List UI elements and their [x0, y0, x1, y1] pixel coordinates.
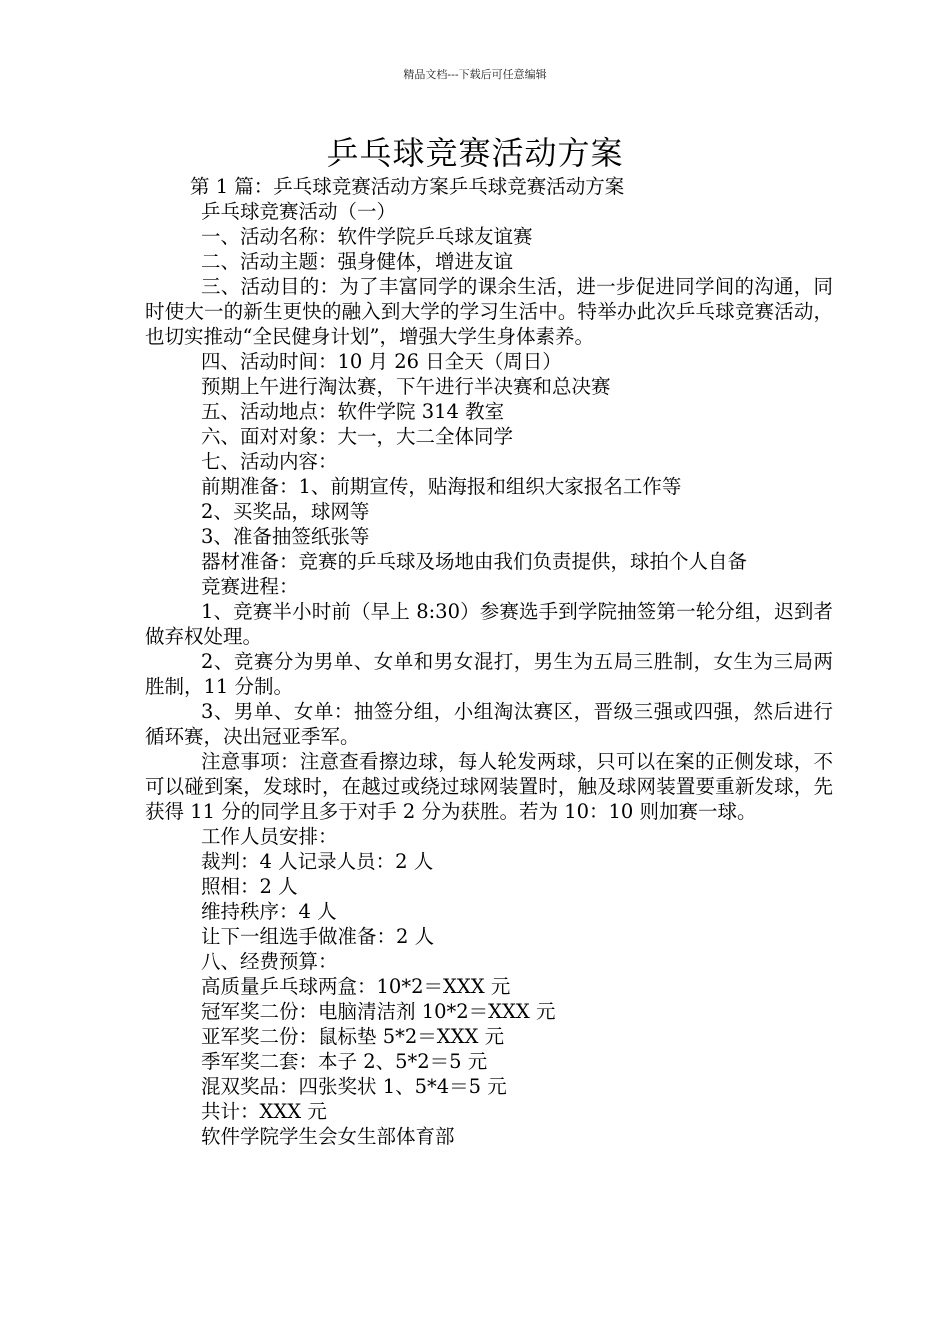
paragraph: 共计：XXX 元 — [201, 1100, 327, 1123]
paragraph: 器材准备：竞赛的乒乓球及场地由我们负责提供，球拍个人自备 — [201, 550, 748, 573]
document-title: 乒乓球竞赛活动方案 — [326, 134, 624, 172]
paragraph: 混双奖品：四张奖状 1、5*4＝5 元 — [201, 1075, 507, 1098]
paragraph: 注意事项：注意查看擦边球，每人轮发两球，只可以在案的正侧发球，不可以碰到案，发球时，在越过或绕过球网装置时，触及球网装置要重新发球，先获得 11 分的同学且多于对手 2 分为获胜。若为 10：10 则加赛一球。 — [145, 750, 833, 823]
page-header-note: 精品文档---下载后可任意编辑 — [403, 68, 547, 81]
paragraph: 冠军奖二份：电脑清洁剂 10*2＝XXX 元 — [201, 1000, 556, 1023]
paragraph: 让下一组选手做准备：2 人 — [201, 925, 435, 948]
paragraph: 工作人员安排： — [201, 825, 338, 848]
paragraph: 一、活动名称：软件学院乒乓球友谊赛 — [201, 225, 533, 248]
paragraph: 四、活动时间：10 月 26 日全天（周日） — [201, 350, 562, 373]
paragraph: 1、竞赛半小时前（早上 8:30）参赛选手到学院抽签第一轮分组，迟到者做弃权处理。 — [145, 600, 833, 648]
paragraph: 亚军奖二份：鼠标垫 5*2＝XXX 元 — [201, 1025, 505, 1048]
paragraph: 3、准备抽签纸张等 — [201, 525, 370, 548]
document-body — [145, 174, 833, 1149]
paragraph: 七、活动内容： — [201, 450, 338, 473]
paragraph: 八、经费预算： — [201, 950, 338, 973]
paragraph: 2、买奖品，球网等 — [201, 500, 370, 523]
paragraph: 第 1 篇：乒乓球竞赛活动方案乒乓球竞赛活动方案 — [190, 175, 625, 198]
paragraph: 二、活动主题：强身健体，增进友谊 — [201, 250, 514, 273]
paragraph: 季军奖二套：本子 2、5*2＝5 元 — [201, 1050, 488, 1073]
paragraph: 竞赛进程： — [201, 575, 299, 598]
paragraph: 预期上午进行淘汰赛，下午进行半决赛和总决赛 — [201, 375, 611, 398]
paragraph: 软件学院学生会女生部体育部 — [201, 1125, 455, 1148]
paragraph: 维持秩序：4 人 — [201, 900, 337, 923]
paragraph: 乒乓球竞赛活动（一） — [201, 200, 397, 223]
paragraph: 三、活动目的：为了丰富同学的课余生活，进一步促进同学间的沟通，同时使大一的新生更快的融入到大学的学习生活中。特举办此次乒乓球竞赛活动，也切实推动“全民健身计划”，增强大学生身体素养。 — [145, 275, 833, 348]
paragraph: 2、竞赛分为男单、女单和男女混打，男生为五局三胜制，女生为三局两胜制，11 分制。 — [145, 650, 833, 698]
paragraph: 前期准备：1、前期宣传，贴海报和组织大家报名工作等 — [201, 475, 682, 498]
paragraph: 照相：2 人 — [201, 875, 298, 898]
paragraph: 3、男单、女单：抽签分组，小组淘汰赛区，晋级三强或四强，然后进行循环赛，决出冠亚季军。 — [145, 700, 833, 748]
paragraph: 裁判：4 人记录人员：2 人 — [201, 850, 434, 873]
paragraph: 五、活动地点：软件学院 314 教室 — [201, 400, 505, 423]
paragraph: 高质量乒乓球两盒：10*2＝XXX 元 — [201, 975, 511, 998]
paragraph: 六、面对对象：大一，大二全体同学 — [201, 425, 514, 448]
